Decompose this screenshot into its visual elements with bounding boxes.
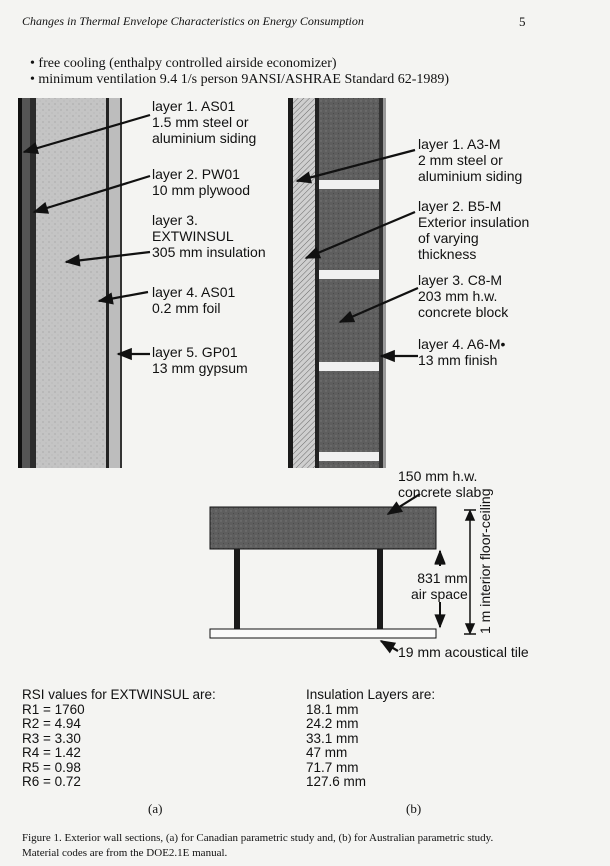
rsi-heading: RSI values for EXTWINSUL are: — [22, 687, 216, 702]
wall-a-layer-5-label — [152, 344, 248, 376]
slab-label-line: 150 mm h.w. — [398, 468, 478, 484]
insulation-value: 71.7 mm — [306, 759, 359, 775]
insulation-heading: Insulation Layers are: — [306, 687, 436, 702]
insulation-value: 18.1 mm — [306, 701, 359, 717]
layer-desc: 2 mm steel or — [418, 152, 503, 168]
layer-desc: 1.5 mm steel or — [152, 114, 249, 130]
rsi-value: R4 = 1.42 — [22, 745, 81, 760]
bullet-text: minimum ventilation 9.4 1/s person 9ANSI/ASHRAE Standard 62-1989) — [38, 72, 450, 87]
rsi-value: R5 = 0.98 — [22, 759, 81, 775]
panel-label-a: (a) — [148, 801, 163, 816]
rsi-value: R6 = 0.72 — [22, 774, 81, 789]
rsi-value: R2 = 4.94 — [22, 716, 81, 731]
layer-name: layer 4. AS01 — [152, 284, 236, 300]
running-header: Changes in Thermal Envelope Characteristics on Energy Consumption — [22, 14, 364, 28]
layer-desc: Exterior insulation — [418, 214, 530, 230]
insulation-list — [306, 688, 435, 790]
layer-desc: 13 mm gypsum — [152, 360, 248, 376]
insulation-value: 33.1 mm — [306, 730, 359, 746]
wall-a-section — [18, 98, 122, 468]
insulation-value: 127.6 mm — [306, 774, 367, 789]
air-space-line: air space — [411, 586, 468, 602]
layer-desc: thickness — [418, 246, 477, 262]
wall-a-layer-2-label — [152, 166, 250, 198]
layer-desc: aluminium siding — [418, 168, 523, 184]
wall-b-layer-3-label — [418, 272, 508, 320]
layer-desc: EXTWINSUL — [152, 228, 234, 244]
wall-b-layer-1-label — [418, 136, 522, 184]
bullet-text: free cooling (enthalpy controlled airside economizer) — [38, 56, 337, 71]
air-space-label — [411, 570, 468, 602]
figure-caption-line-1: Figure 1. Exterior wall sections, (a) for Canadian parametric study and, (b) for Australian parametric study. — [22, 832, 494, 844]
slab-section — [210, 507, 436, 638]
layer-name: layer 2. B5-M — [418, 198, 502, 214]
air-space-line: 831 mm — [417, 570, 468, 586]
wall-a-layer-4-label — [152, 284, 235, 316]
wall-b-layer-4-label — [418, 336, 505, 368]
layer-desc: 0.2 mm foil — [152, 300, 221, 316]
page-number: 5 — [519, 14, 526, 29]
rsi-list — [22, 688, 216, 790]
rsi-value: R3 = 3.30 — [22, 730, 81, 746]
layer-name: layer 2. PW01 — [152, 166, 240, 182]
figure-caption-line-2: Material codes are from the DOE2.1E manual. — [22, 847, 228, 859]
insulation-value: 24.2 mm — [306, 716, 359, 731]
layer-name: layer 1. AS01 — [152, 98, 236, 114]
insulation-value: 47 mm — [306, 745, 348, 760]
layer-name: layer 3. C8-M — [418, 272, 503, 288]
wall-a-layer-1-label — [152, 98, 256, 146]
wall-a-layer-3-label — [152, 212, 266, 260]
wall-b-layer-2-label — [418, 198, 529, 262]
wall-b-section — [288, 98, 386, 468]
slab-label-line: concrete slab — [398, 484, 482, 500]
layer-desc: 10 mm plywood — [152, 182, 251, 198]
layer-desc: 13 mm finish — [418, 352, 498, 368]
panel-label-b: (b) — [406, 801, 422, 816]
layer-desc: 305 mm insulation — [152, 244, 266, 260]
rsi-value: R1 = 1760 — [22, 701, 85, 717]
layer-desc: concrete block — [418, 304, 509, 320]
layer-desc: 203 mm h.w. — [418, 288, 498, 304]
layer-desc: aluminium siding — [152, 130, 257, 146]
layer-name: layer 5. GP01 — [152, 344, 238, 360]
acoustical-tile-label: 19 mm acoustical tile — [398, 644, 529, 660]
layer-name: layer 3. — [152, 212, 198, 228]
layer-name: layer 4. A6-M• — [418, 336, 506, 352]
slab-label — [398, 468, 481, 500]
bullet-free-cooling: • free cooling (enthalpy controlled airside economizer) — [30, 56, 337, 71]
bullet-ventilation: • minimum ventilation 9.4 1/s person 9ANSI/ASHRAE Standard 62-1989) — [30, 72, 450, 87]
layer-desc: of varying — [418, 230, 479, 246]
layer-name: layer 1. A3-M — [418, 136, 501, 152]
floor-ceiling-label: 1 m interior floor-ceiling — [477, 488, 493, 634]
